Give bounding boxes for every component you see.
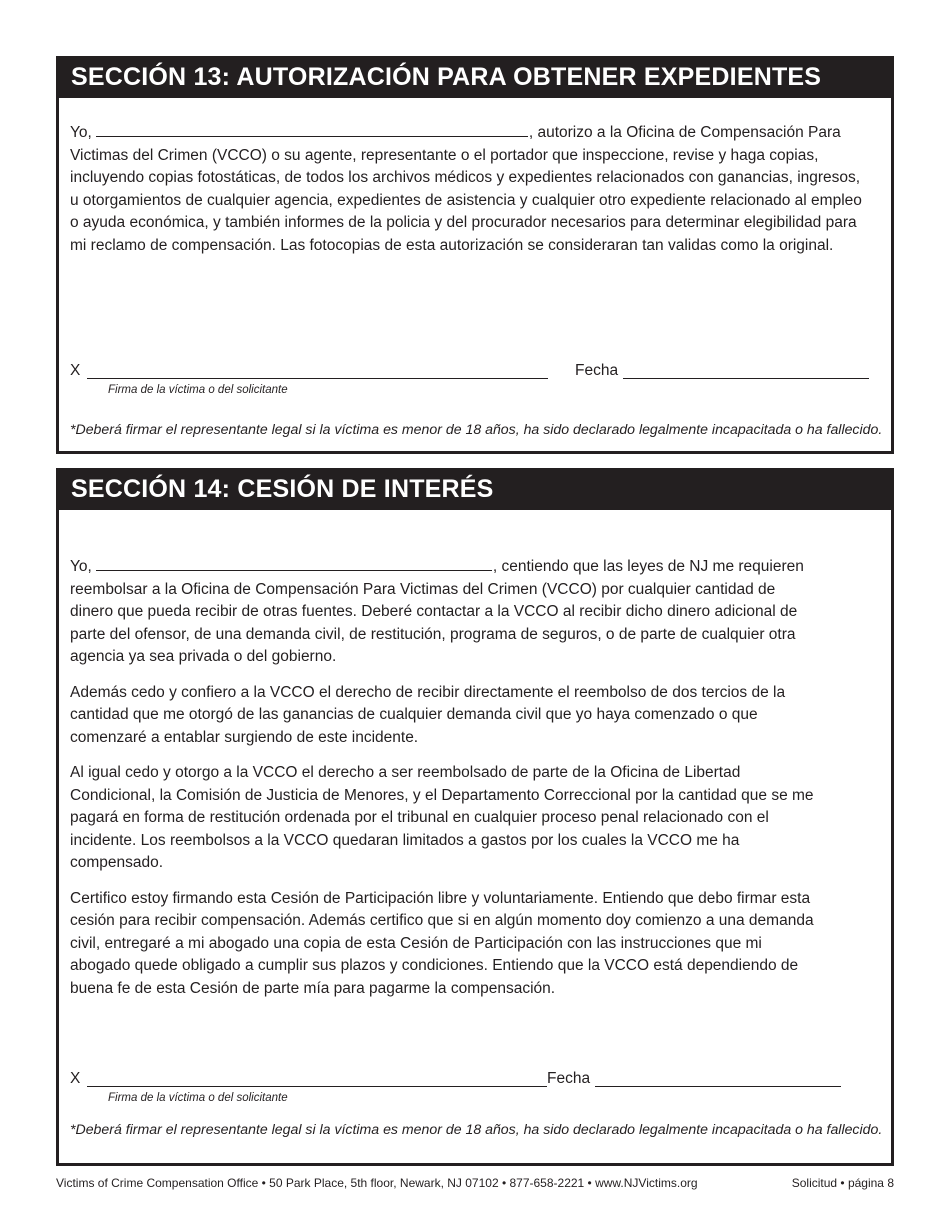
date-label: Fecha	[547, 1070, 591, 1087]
yo-label: Yo,	[70, 124, 92, 141]
paragraph-2: Además cedo y confiero a la VCCO el derecho de recibir directamente el reembolso de dos tercios de la cantidad que me otorgó de las ganancias de cualquier demanda civil que yo haya comenzado o que comenzaré a entablar surgiendo de este incidente.	[70, 683, 786, 746]
signature-caption: Firma de la víctima o del solicitante	[108, 1092, 288, 1104]
signature-x-label: X	[70, 1070, 81, 1087]
signature-x-label: X	[70, 362, 81, 379]
name-blank-field[interactable]	[96, 569, 492, 571]
paragraph-3: Al igual cedo y otorgo a la VCCO el derecho a ser reembolsado de parte de la Oficina de Libertad Condicional, la Comisión de Justicia de Menores, y el Departamento Correccional por la cantidad que se me pagará en forma de restitución ordenada por el tribunal en cualquier proceso penal relacionado con el incidente. Los reembolsos a la VCCO quedaran limitados a gastos por los cuales la VCCO me ha compensado.	[70, 764, 814, 871]
legal-representative-note: *Deberá firmar el representante legal si la víctima es menor de 18 años, ha sido declarado legalmente incapacitada o ha fallecido.	[70, 1122, 883, 1138]
date-line[interactable]	[595, 1086, 841, 1087]
signature-caption: Firma de la víctima o del solicitante	[108, 384, 288, 396]
date-line[interactable]	[623, 378, 869, 379]
signature-line[interactable]	[87, 378, 548, 379]
section-13-body: Yo, , autorizo a la Oficina de Compensación Para Victimas del Crimen (VCCO) o su agente, representante o el portador que inspeccione, revise y haga copias, incluyendo copias fotostáticas, de todos los archivos médicos y expedientes relacionados con ganancias, ingresos, u otorgamientos de cualquier agencia, expedientes de asistencia y cualquier otro expediente relacionado al empleo o ayuda económica, y también informes de la policia y del procurador necesarios para determinar elegibilidad para mi reclamo de compensación. Las fotocopias de esta autorización se consideraran tan validas como la original.	[70, 124, 862, 254]
signature-line[interactable]	[87, 1086, 547, 1087]
paragraph-1: Yo, , centiendo que las leyes de NJ me requieren reembolsar a la Oficina de Compensación Para Victimas del Crimen (VCCO) por cualquier cantidad de dinero que pueda recibir de otras fuentes. Deberé contactar a la VCCO al recibir dicho dinero adicional de parte del ofensor, de una demanda civil, de restitución, programa de seguros, o de parte de cualquier otra agencia ya sea privada o del gobierno.	[70, 558, 804, 665]
section-14-assignment	[56, 468, 894, 1166]
section-13-title: SECCIÓN 13: AUTORIZACIÓN PARA OBTENER EXPEDIENTES	[59, 56, 891, 98]
authorization-text: Victimas del Crimen (VCCO) o su agente, representante o el portador que inspeccione, revise y haga copias, incluyendo copias fotostáticas, de todos los archivos médicos y expedientes relacionados con ganancias, ingresos, u otorgamientos de cualquier agencia, expedientes de asistencia y cualquier otro expediente relacionado al empleo o ayuda económica, y también informes de la policia y del procurador necesarios para determinar elegibilidad para mi reclamo de compensación. Las fotocopias de esta autorización se consideraran tan validas como la original.	[70, 146, 862, 254]
section-14-title: SECCIÓN 14: CESIÓN DE INTERÉS	[59, 468, 891, 510]
name-blank-field[interactable]	[96, 135, 528, 137]
footer-office-info: Victims of Crime Compensation Office • 50 Park Place, 5th floor, Newark, NJ 07102 • 877-658-2221 • www.NJVictims.org	[56, 1176, 698, 1190]
paragraph-4: Certifico estoy firmando esta Cesión de Participación libre y voluntariamente. Entiendo que debo firmar esta cesión para recibir compensación. Además certifico que si en algún momento doy comienzo a una demanda civil, entregaré a mi abogado una copia de esta Cesión de Participación con las instrucciones que mi abogado quede obligado a cumplir sus plazos y condiciones. Entiendo que la VCCO está dependiendo de buena fe de esta Cesión de parte mía para pagarme la compensación.	[70, 889, 814, 997]
footer-page-number: Solicitud • página 8	[791, 1176, 894, 1190]
date-label: Fecha	[575, 362, 619, 379]
section-14-body	[70, 556, 821, 1013]
yo-label: Yo,	[70, 558, 92, 575]
section-13-authorization	[56, 56, 894, 454]
legal-representative-note: *Deberá firmar el representante legal si la víctima es menor de 18 años, ha sido declarado legalmente incapacitada o ha fallecido.	[70, 422, 883, 438]
